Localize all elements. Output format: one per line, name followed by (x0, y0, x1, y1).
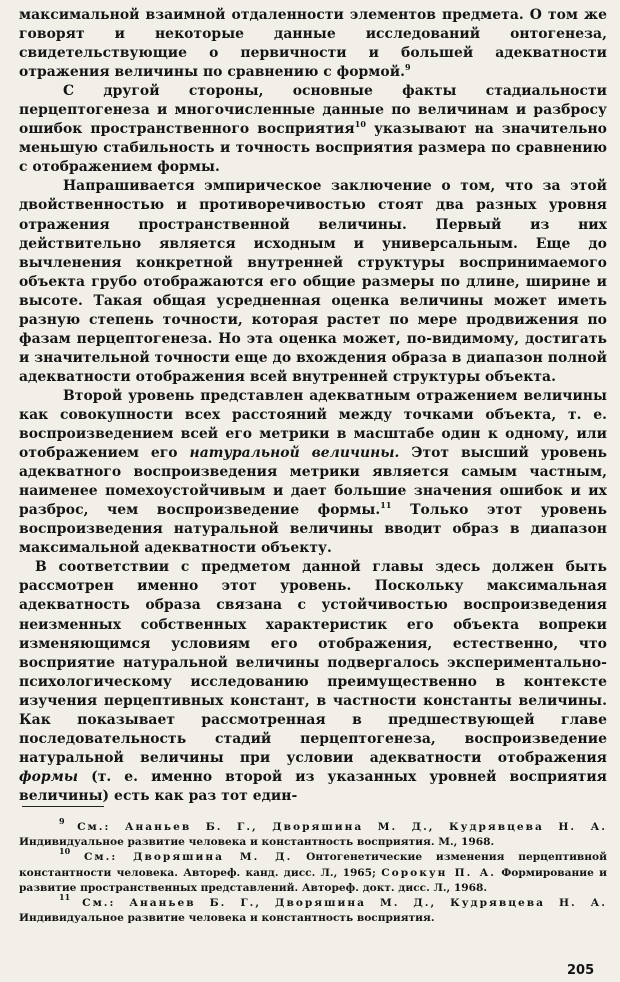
main-text (19, 6, 607, 806)
footnote-ref-9: 9 (404, 62, 411, 73)
paragraph-5-text: В соответствии с предметом данной главы здесь должен быть рассмотрен именно этот уровень. Поскольку максимальная адекватность образа связана с устойчивостью воспроизведения неизменных собственных характеристик его объекта вопреки изменяющимся условиям его отображения, естественно, что восприятие натуральной величины подвергалось экспериментально-психологическому исследованию преимущественно в контексте изучения перцептивных констант, в частности константы величины. Как показывает рассмотренная в предшествующей главе последовательность стадий перцептогенеза, воспроизведение натуральной величины при условии адекватности отображения (19, 559, 607, 766)
paragraph-2-text: С другой стороны, основные факты стадиальности перцептогенеза и многочисленные данные по величинам и разбросу ошибок пространственного восприятия (19, 83, 607, 138)
paragraph-1 (19, 6, 607, 82)
paragraph-4-tail: Этот высший уровень адекватного воспроизведения метрики является самым частным, наименее помехоустойчивым и дает большие значения ошибок и их разброс, чем воспроизведение формы. (19, 445, 608, 519)
footnote-11 (19, 892, 607, 926)
footnote-10-authors: См.: Дворяшина М. Д. (84, 851, 293, 864)
page-number: 205 (567, 963, 595, 978)
paragraph-5 (19, 558, 607, 806)
footnotes (19, 816, 607, 926)
paragraph-4-italic: натуральной величины. (189, 445, 400, 462)
footnote-9-mark: 9 (59, 816, 65, 826)
paragraph-4-tail-2: Только этот уровень воспроизведения натуральной величины вводит образ в диапазон максимальной адекватности объекту. (19, 502, 608, 557)
paragraph-4-text: Второй уровень представлен адекватным отражением величины как совокупности всех расстояний между точками объекта, т. е. воспроизведением всей его метрики в масштабе один к одному, или отображением его (19, 387, 607, 462)
footnote-10-text: Онтогенетические изменения перцептивной константности человека. Автореф. канд. дисс. Л., 1965; (19, 851, 607, 879)
footnote-ref-11: 11 (380, 500, 392, 511)
paragraph-5-italic: формы (19, 768, 79, 785)
footnote-10-text-2: Формирование и развитие пространственных представлений. Автореф. докт. дисс. Л., 1968. (19, 866, 607, 894)
paragraph-5-tail: (т. е. именно второй из указанных уровней восприятия величины) есть как раз тот един- (19, 768, 607, 804)
paragraph-1-text: максимальной взаимной отдаленности элементов предмета. О том же говорят и некоторые данные исследований онтогенеза, свидетельствующие о первичности и большей адекватности отражения величины по сравнению с формой. (19, 7, 607, 81)
footnote-11-text: Индивидуальное развитие человека и константность восприятия. (19, 912, 435, 925)
footnote-11-mark: 11 (59, 892, 71, 903)
paragraph-3-text: Напрашивается эмпирическое заключение о том, что за этой двойственностью и противоречивостью стоят два разных уровня отражения пространственной величины. Первый из них действительно является исходным и универсальным. Еще до вычленения конкретной внутренней структуры воспринимаемого объекта грубо отображаются его общие размеры по длине, ширине и высоте. Такая общая усредненная оценка величины может иметь разную степень точности, которая растет по мере продвижения по фазам перцептогенеза. Но эта оценка может, по-видимому, достигать и значительной точности еще до вхождения образа в диапазон полной адекватности отображения всей внутренней структуры объекта. (19, 178, 607, 385)
paragraph-3 (19, 177, 607, 387)
footnote-9-authors: См.: Ананьев Б. Г., Дворяшина М. Д., Кудрявцева Н. А. (77, 821, 607, 833)
footnote-9-text: Индивидуальное развитие человека и константность восприятия. М., 1968. (19, 836, 495, 849)
paragraph-2 (19, 82, 607, 177)
footnote-ref-10: 10 (354, 119, 366, 130)
footnote-divider (22, 806, 104, 807)
footnote-10-mark: 10 (59, 846, 71, 857)
paragraph-4 (19, 387, 607, 558)
paragraph-2-tail: указывают на значительно меньшую стабильность и точность восприятия размера по сравнению с отображением формы. (19, 121, 607, 176)
footnote-11-authors: См.: Ананьев Б. Г., Дворяшина М. Д., Кудрявцева Н. А. (82, 897, 607, 910)
footnote-9 (19, 816, 607, 850)
footnote-10 (19, 846, 607, 896)
footnote-10-authors-2: Сорокун П. А. (381, 866, 496, 879)
